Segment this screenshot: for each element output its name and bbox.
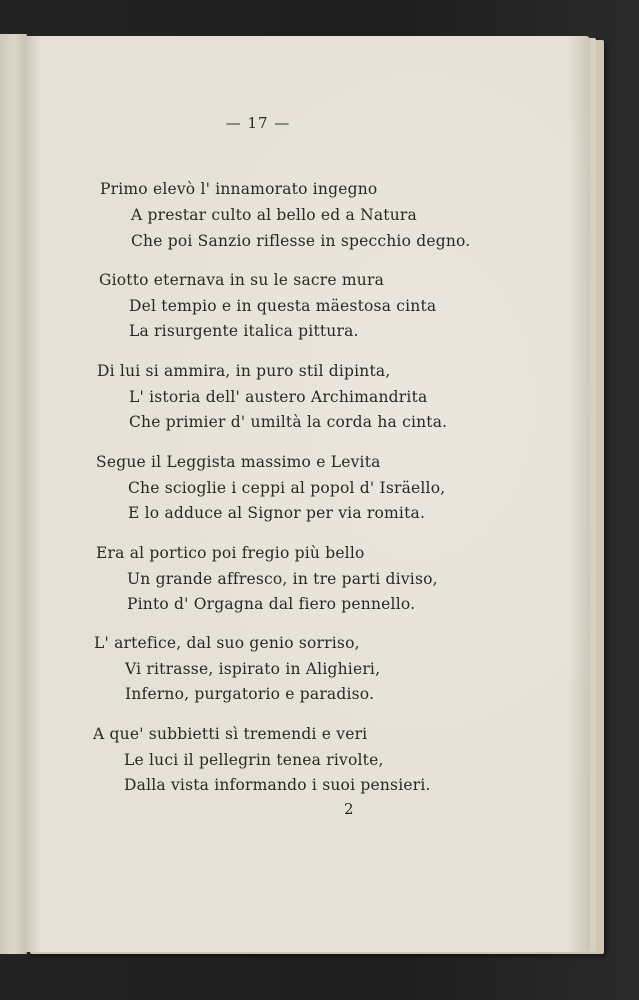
verse-line: Che poi Sanzio riflesse in specchio degno. bbox=[131, 232, 471, 250]
verse-line: Di lui si ammira, in puro stil dipinta, bbox=[97, 362, 391, 380]
verse-line: Segue il Leggista massimo e Levita bbox=[96, 453, 381, 471]
verse-line: Del tempio e in questa mäestosa cinta bbox=[129, 297, 437, 315]
verse-line: Giotto eternava in su le sacre mura bbox=[99, 271, 385, 289]
verse-line: Primo elevò l' innamorato ingegno bbox=[100, 180, 378, 198]
verse-line: E lo adduce al Signor per via romita. bbox=[128, 504, 426, 522]
verse-line: Che primier d' umiltà la corda ha cinta. bbox=[129, 413, 448, 431]
verse-line: L' artefice, dal suo genio sorriso, bbox=[94, 634, 360, 652]
signature-mark: 2 bbox=[344, 800, 354, 818]
verse-line: Pinto d' Orgagna dal fiero pennello. bbox=[127, 595, 416, 613]
verse-line: Era al portico poi fregio più bello bbox=[96, 544, 365, 562]
verse-line: Che scioglie i ceppi al popol d' Isräello, bbox=[128, 479, 446, 497]
verse-line: Dalla vista informando i suoi pensieri. bbox=[124, 776, 431, 794]
verse-line: A prestar culto al bello ed a Natura bbox=[131, 206, 417, 224]
verse-line: Un grande affresco, in tre parti diviso, bbox=[127, 570, 438, 588]
verse-line: L' istoria dell' austero Archimandrita bbox=[129, 388, 428, 406]
verse-line: A que' subbietti sì tremendi e veri bbox=[93, 725, 368, 743]
verse-line: Le luci il pellegrin tenea rivolte, bbox=[124, 751, 384, 769]
verse-line: La risurgente italica pittura. bbox=[129, 322, 359, 340]
page-number-header: — 17 — bbox=[225, 114, 291, 132]
verse-line: Vi ritrasse, ispirato in Alighieri, bbox=[125, 660, 381, 678]
verse-line: Inferno, purgatorio e paradiso. bbox=[125, 685, 375, 703]
previous-page-edge bbox=[0, 34, 27, 954]
